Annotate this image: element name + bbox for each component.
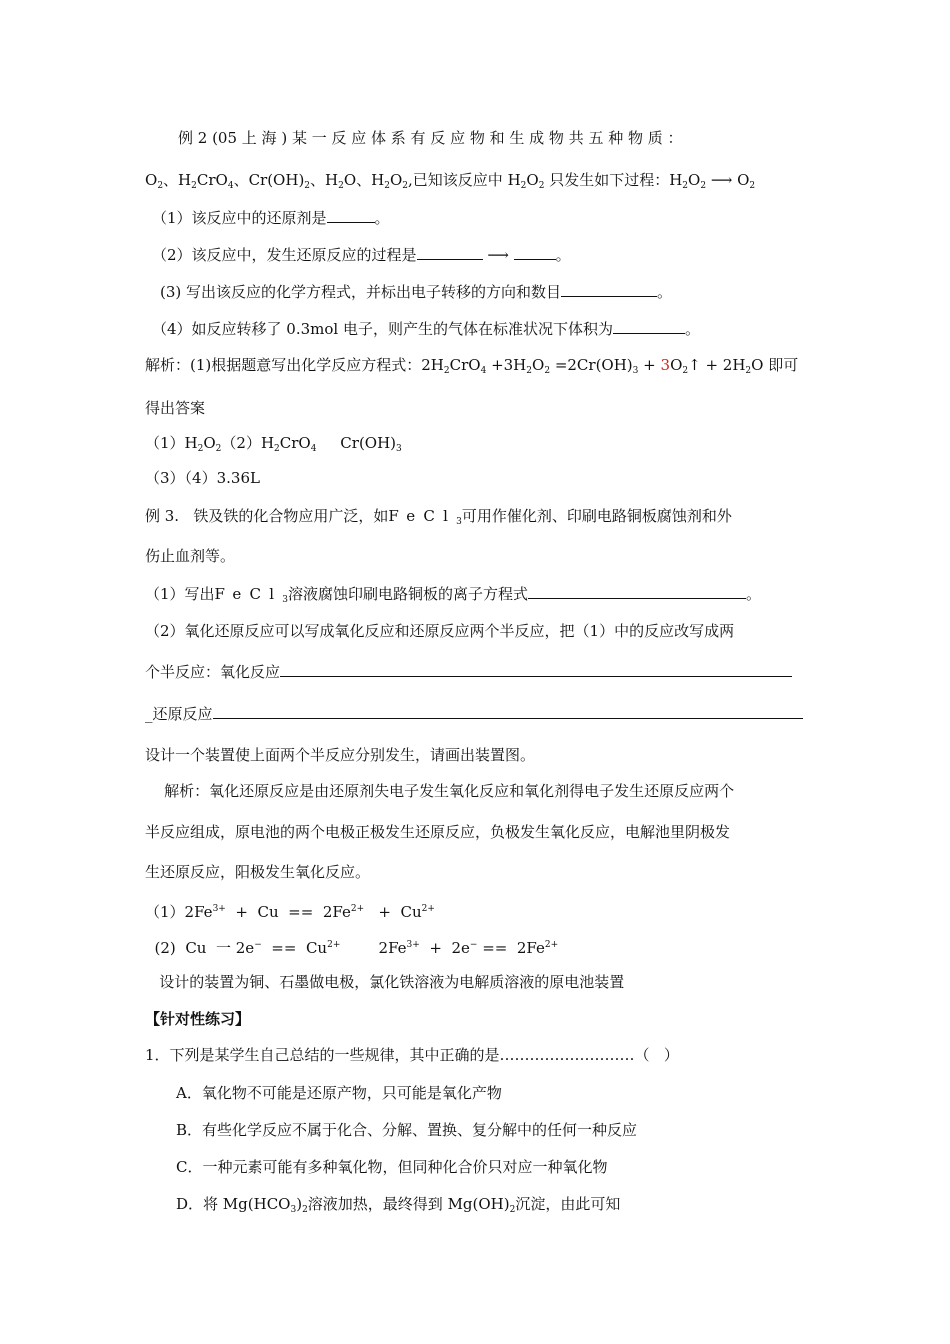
example2-question-2: （2）该反应中，发生还原反应的过程是 ⟶ 。 — [152, 246, 571, 264]
example2-species-line: $O_2$、$H_2CrO_4$、$Cr(OH)_2$、$H_2O$、$H_2O_2$,已知该反应中 $H_2O_2$ 只发生如下过程：$H_2O_2$ ⟶ $O_2$ — [145, 171, 756, 191]
answer-blank[interactable] — [561, 281, 657, 297]
example3-equation-1: $(1)2Fe^{3+} + Cu == 2Fe^{2+} + Cu^{2+}$ — [145, 903, 435, 921]
practice-option-c: C．一种元素可能有多种氧化物，但同种化合价只对应一种氧化物 — [176, 1158, 608, 1176]
answer-blank[interactable] — [417, 244, 483, 260]
practice-option-a: A．氧化物不可能是还原产物，只可能是氧化产物 — [176, 1084, 502, 1102]
example3-heading: 例 3. 铁及铁的化合物应用广泛，如FeCl$_3$可用作催化剂、印刷电路铜板腐蚀剂和外 — [145, 507, 732, 527]
example2-answers-3-4: （3）（4）3.36L — [145, 469, 260, 487]
example2-analysis-line2: 得出答案 — [145, 399, 206, 417]
example3-equation-2: (2) Cu 一 $2e^- == Cu^{2+}$ $2Fe^{3+} + 2e^- == 2Fe^{2+}$ — [145, 939, 559, 957]
example2-heading: 例 2 (05 上 海 ) 某 一 反 应 体 系 有 反 应 物 和 生 成 物 共 五 种 物 质 ： — [178, 129, 683, 147]
example3-analysis-line3: 生还原反应，阳极发生氧化反应。 — [145, 863, 371, 881]
practice-option-d: D．将 $Mg(HCO_3)_2$溶液加热，最终得到 $Mg(OH)_2$沉淀，由此可知 — [176, 1195, 621, 1215]
example3-heading-line2: 伤止血剂等。 — [145, 547, 236, 565]
practice-option-b: B．有些化学反应不属于化合、分解、置换、复分解中的任何一种反应 — [176, 1121, 638, 1139]
practice-question-1: 1．下列是某学生自己总结的一些规律，其中正确的是………………………（ ） — [145, 1046, 679, 1064]
example3-oxidation-half: 个半反应：氧化反应 — [145, 661, 792, 682]
example2-question-3: (3) 写出该反应的化学方程式，并标出电子转移的方向和数目 。 — [160, 283, 673, 301]
answer-blank[interactable] — [514, 244, 556, 260]
example2-answers-1-2: $(1)H_2O_2(2)H_2CrO_4$ $Cr(OH)_3$ — [145, 434, 402, 454]
example3-question-2: （2）氧化还原反应可以写成氧化反应和还原反应两个半反应，把（1）中的反应改写成两 — [145, 622, 735, 640]
example2-analysis: 解析：(1)根据题意写出化学反应方程式：$2H_2CrO_4 +3H_2O_2 =2Cr(OH)_3$ + $3O_2↑ + 2H_2O$ 即可 — [145, 356, 799, 376]
example2-question-4: （4）如反应转移了 0.3mol 电子，则产生的气体在标准状况下体积为 。 — [152, 320, 701, 338]
practice-section-title: 【针对性练习】 — [145, 1010, 251, 1028]
example3-design-prompt: 设计一个装置使上面两个半反应分别发生，请画出装置图。 — [145, 746, 536, 764]
answer-blank[interactable] — [528, 583, 746, 599]
highlighted-coefficient: 3 — [660, 356, 671, 374]
answer-blank[interactable] — [613, 318, 685, 334]
answer-blank[interactable] — [280, 661, 792, 677]
answer-blank[interactable] — [213, 703, 803, 719]
example2-question-1: （1）该反应中的还原剂是 。 — [152, 209, 390, 227]
example3-analysis-line2: 半反应组成，原电池的两个电极正极发生还原反应，负极发生氧化反应，电解池里阴极发 — [145, 823, 731, 841]
example3-question-1: （1）写出FeCl$_3$溶液腐蚀印刷电路铜板的离子方程式 。 — [145, 585, 762, 605]
example3-reduction-half: _还原反应 — [145, 703, 803, 724]
answer-blank[interactable] — [327, 207, 375, 223]
example3-device-description: 设计的装置为铜、石墨做电极，氯化铁溶液为电解质溶液的原电池装置 — [145, 973, 625, 991]
example3-analysis-line1: 解析：氧化还原反应是由还原剂失电子发生氧化反应和氧化剂得电子发生还原反应两个 — [145, 782, 735, 800]
